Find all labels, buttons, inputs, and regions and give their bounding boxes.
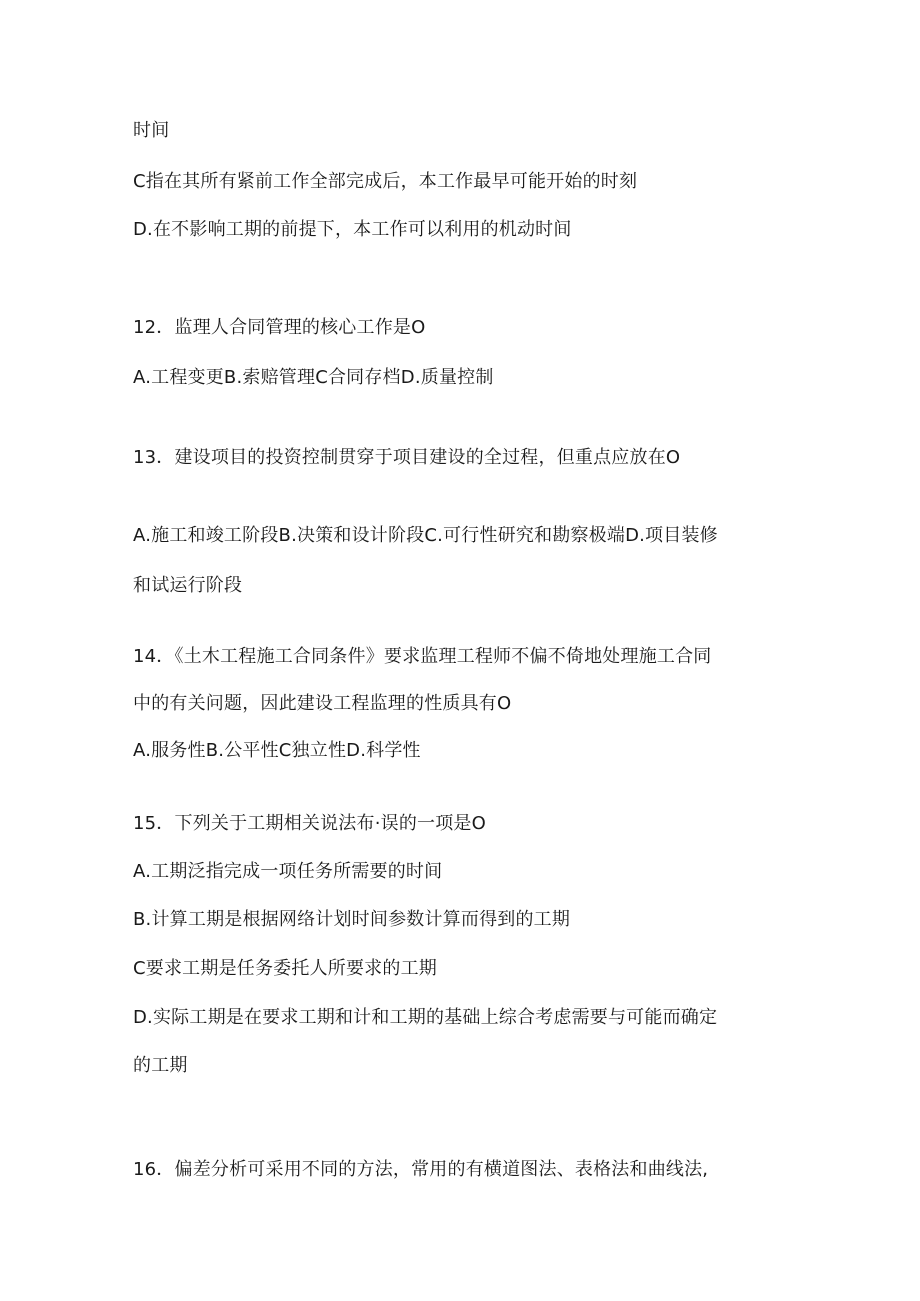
question-16: 16．偏差分析可采用不同的方法，常用的有横道图法、表格法和曲线法, <box>133 1159 709 1180</box>
question-14: 14．《土木工程施工合同条件》要求监理工程师不偏不倚地处理施工合同 <box>133 646 712 667</box>
question-15: 15．下列关于工期相关说法布·误的一项是O <box>133 813 486 834</box>
question-15-option-d: D.实际工期是在要求工期和计和工期的基础上综合考虑需要与可能而确定 <box>133 1007 718 1028</box>
text-line: C指在其所有紧前工作全部完成后，本工作最早可能开始的时刻 <box>133 171 638 192</box>
question-13: 13．建设项目的投资控制贯穿于项目建设的全过程，但重点应放在O <box>133 447 681 468</box>
text-line: 时间 <box>133 120 170 141</box>
question-15-option-d-cont: 的工期 <box>133 1055 188 1076</box>
text-line: D.在不影响工期的前提下，本工作可以利用的机动时间 <box>133 219 572 240</box>
question-14-cont: 中的有关问题，因此建设工程监理的性质具有O <box>133 693 512 714</box>
question-12: 12．监理人合同管理的核心工作是O <box>133 317 426 338</box>
question-13-options: A.施工和竣工阶段B.决策和设计阶段C.可行性研究和勘察极端D.项目装修 <box>133 525 718 546</box>
question-15-option-c: C要求工期是任务委托人所要求的工期 <box>133 958 437 979</box>
question-15-option-a: A.工期泛指完成一项任务所需要的时间 <box>133 861 443 882</box>
question-13-options-cont: 和试运行阶段 <box>133 575 243 596</box>
question-14-options: A.服务性B.公平性C独立性D.科学性 <box>133 740 421 761</box>
question-12-options: A.工程变更B.索赔管理C合同存档D.质量控制 <box>133 367 494 388</box>
question-15-option-b: B.计算工期是根据网络计划时间参数计算而得到的工期 <box>133 909 571 930</box>
